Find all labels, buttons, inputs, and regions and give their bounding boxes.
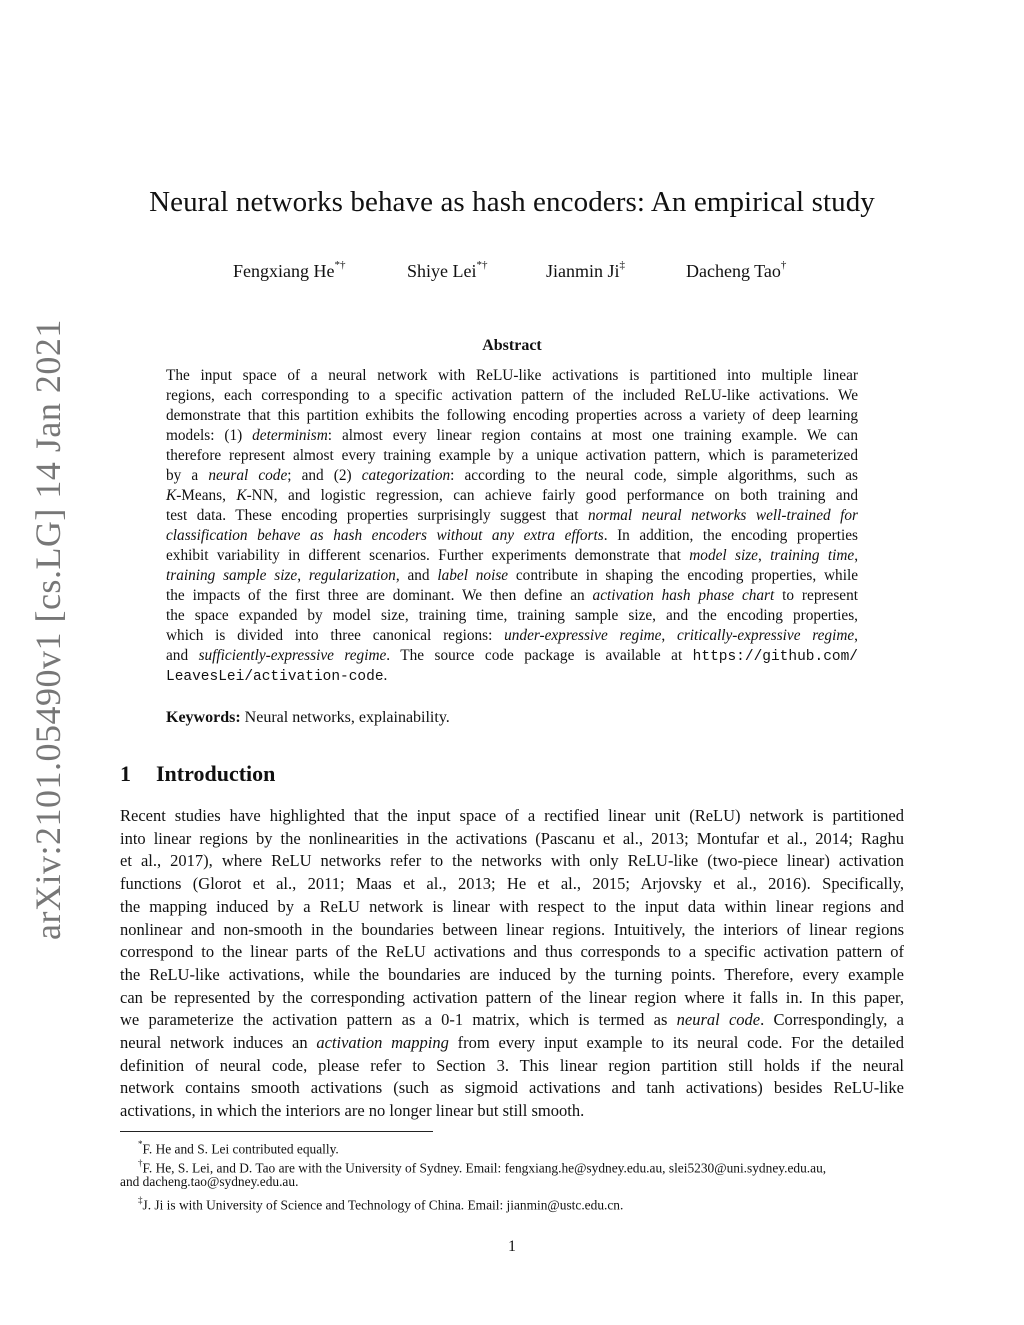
text-run: the space expanded by model size, training time, training sample size, and the encoding properties, [166,607,858,624]
intro-line [120,828,904,851]
page-number: 1 [508,1238,516,1255]
intro-line [120,1100,904,1123]
text-run: which is divided into three canonical regions: [166,627,505,644]
intro-line [120,919,904,942]
emphasis-text: critically-expressive regime [677,627,855,644]
emphasis-text: training sample size [166,567,298,584]
emphasis-text: sufficiently-expressive regime [198,647,387,664]
abstract-line [166,566,858,586]
intro-line [120,1055,904,1078]
keywords [166,707,450,729]
text-run: : according to the neural code, simple algorithms, such as [450,467,858,484]
url-text[interactable]: https://github.com/ [692,649,858,665]
abstract-line [166,446,858,466]
text-run: , [854,627,858,644]
intro-line [120,873,904,896]
author-3 [546,254,625,284]
abstract-line [166,646,858,666]
intro-line [120,1032,904,1055]
author-affiliation-mark: † [780,259,787,271]
footnote-mark: * [138,1139,143,1149]
text-run: we parameterize the activation pattern as a 0-1 matrix, which is termed as [120,1010,677,1030]
abstract-line [166,506,858,526]
text-run: nonlinear and non-smooth in the boundaries between linear regions. Intuitively, the interiors of linear regions [120,919,904,939]
abstract-line [166,406,858,426]
footnote-line [120,1173,298,1191]
intro-line [120,896,904,919]
text-run: ; and (2) [287,467,362,484]
text-run: neural network induces an [120,1033,317,1052]
author-name: Jianmin Ji [546,261,620,281]
emphasis-text: regularization [308,567,396,584]
intro-line [120,987,904,1010]
text-run: . In addition, the encoding properties [603,527,858,544]
text-run: Recent studies have highlighted that the input space of a rectified linear unit (ReLU) network is partitioned [120,806,904,825]
emphasis-text: K [166,487,177,504]
text-run: the mapping induced by a ReLU network is linear with respect to the input data within linear regions and [120,896,904,916]
author-4 [686,254,786,284]
text-run: demonstrate that this partition exhibits the following encoding properties across a variety of deep learning [166,407,858,424]
footnote-text: J. Ji is with University of Science and Technology of China. Email: jianmin@ustc.edu.cn. [142,1196,624,1212]
author-name: Dacheng Tao [686,261,781,281]
text-run: functions (Glorot et al., 2011; Maas et al., 2013; He et al., 2015; Arjovsky et al., 2016). Specifically, [120,874,904,894]
text-run: . [383,667,388,684]
abstract-line [166,666,858,686]
text-run: into linear regions by the nonlinearities in the activations (Pascanu et al., 2013; Montufar et al., 2014; Raghu [120,828,904,848]
text-run: -Means, [176,487,237,504]
text-run: -NN, and logistic regression, can achieve fairly good performance on both training and [246,487,858,504]
emphasis-text: neural code [676,1010,761,1030]
author-name: Shiye Lei [407,261,477,281]
abstract-line [166,606,858,626]
emphasis-text: label noise [437,567,509,584]
abstract-line [166,586,858,606]
text-run: , [854,547,859,564]
keywords-label: Keywords: [166,709,241,726]
url-text[interactable]: LeavesLei/activation-code [166,669,384,685]
abstract-line [166,366,858,386]
text-run: from every input example to its neural code. For the detailed [448,1033,905,1052]
text-run: exhibit variability in different scenarios. Further experiments demonstrate that [166,547,690,564]
text-run: : almost every linear region contains at most one training example. We can [327,427,858,444]
abstract-line [166,526,858,546]
abstract-line [166,546,858,566]
footnote-divider [120,1131,433,1132]
intro-line [120,941,904,964]
author-affiliation-mark: *† [476,259,488,271]
text-run: , [297,567,309,584]
arxiv-identifier-stamp: arXiv:2101.05490v1 [cs.LG] 14 Jan 2021 [28,319,68,940]
text-run: , [661,627,678,644]
section-title: Introduction [156,761,276,786]
footnote-text: F. He, S. Lei, and D. Tao are with the University of Sydney. Email: fengxiang.he@sydney.edu.au, slei5230@uni.sydney.edu.au, [142,1159,827,1175]
text-run: , [757,547,771,564]
abstract-line [166,426,858,446]
abstract-heading: Abstract [482,337,542,354]
text-run: and [166,647,199,664]
text-run: can be represented by the corresponding activation pattern of the linear region where it falls in. In this paper, [120,987,904,1007]
text-run: by a [166,467,209,484]
text-run: test data. These encoding properties surprisingly suggest that [166,507,588,524]
author-2 [407,254,488,284]
text-run: et al., 2017), where ReLU networks refer to the networks with only ReLU-like (two-piece linear) activation [120,851,904,871]
footnote-mark: ‡ [138,1194,143,1205]
text-run: , and [395,567,438,584]
emphasis-text: activation hash phase chart [592,587,775,604]
emphasis-text: K [236,487,247,504]
abstract-line [166,466,858,486]
author-1 [233,254,345,284]
emphasis-text: neural code [208,467,288,484]
abstract-line [166,386,858,406]
abstract-line [166,486,858,506]
text-run: . The source code package is available at [386,647,693,664]
footnote-text: and dacheng.tao@sydney.edu.au. [120,1174,299,1189]
paper-title: Neural networks behave as hash encoders: An empirical study [149,186,875,218]
section-heading-introduction [120,759,275,789]
intro-line [120,1009,904,1032]
emphasis-text: under-expressive regime [504,627,662,644]
text-run: regions, each corresponding to a specific activation pattern of the included ReLU-like activations. We [166,387,858,404]
emphasis-text: categorization [361,467,451,484]
intro-line [120,805,904,828]
emphasis-text: model size [689,547,758,564]
footnote-line [138,1192,623,1214]
text-run: The input space of a neural network with ReLU-like activations is partitioned into multiple linear [166,367,858,384]
text-run: contribute in shaping the encoding properties, while [508,567,858,584]
text-run: models: (1) [166,427,253,444]
keywords-text: Neural networks, explainability. [240,709,450,726]
intro-line [120,964,904,987]
emphasis-text: normal neural networks well-trained for [587,507,858,524]
section-number: 1 [120,761,131,786]
footnote-mark: † [138,1157,143,1168]
emphasis-text: training time [770,547,855,564]
text-run: therefore represent almost every training example by a unique activation pattern, which is parameterized [166,447,858,464]
author-name: Fengxiang He [233,261,335,281]
author-affiliation-mark: ‡ [619,259,626,271]
text-run: the ReLU-like activations, while the boundaries are induced by the turning points. Therefore, every example [120,964,904,984]
author-affiliation-mark: *† [334,259,346,271]
text-run: to represent [774,587,858,604]
text-run: the impacts of the first three are dominant. We then define an [166,587,593,604]
emphasis-text: classification behave as hash encoders without any extra efforts [166,527,604,544]
text-run: . Correspondingly, a [760,1010,904,1030]
text-run: network contains smooth activations (such as sigmoid activations and tanh activations) besides ReLU-like [120,1078,904,1098]
text-run: activations, in which the interiors are no longer linear but still smooth. [120,1101,585,1121]
abstract-line [166,626,858,646]
text-run: correspond to the linear parts of the ReLU activations and thus corresponds to a specific activation pattern of [120,942,904,962]
intro-line [120,850,904,873]
footnote-text: F. He and S. Lei contributed equally. [142,1141,339,1157]
intro-line [120,1077,904,1100]
text-run: definition of neural code, please refer to Section 3. This linear region partition still holds if the neural [120,1055,904,1075]
emphasis-text: activation mapping [316,1033,449,1052]
emphasis-text: determinism [252,427,328,444]
